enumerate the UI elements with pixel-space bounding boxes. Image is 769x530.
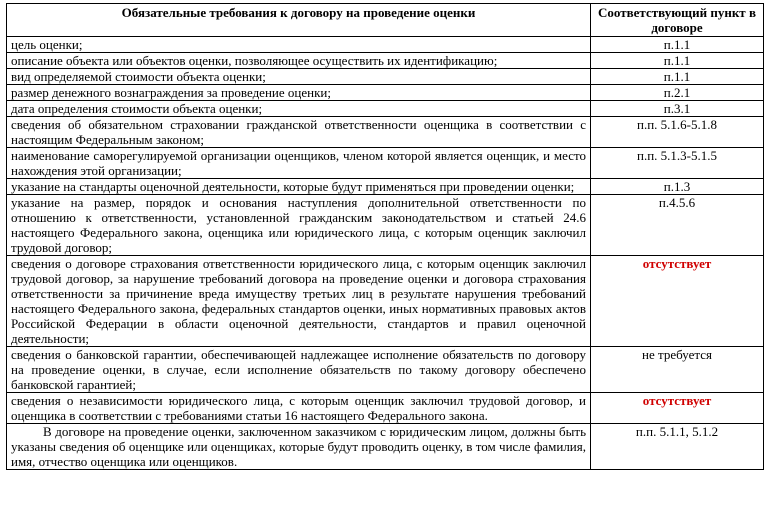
requirement-cell: дата определения стоимости объекта оценки; [7,101,591,117]
table-row [7,53,764,69]
table-row [7,179,764,195]
requirement-cell: сведения о банковской гарантии, обеспечивающей надлежащее исполнение обязательств по договору на проведение оценки, в случае, если исполнение обязательств по такому договору обеспечено банковской гарантией; [7,347,591,393]
clause-cell-missing: отсутствует [591,393,764,424]
clause-cell: п.3.1 [591,101,764,117]
requirement-cell: вид определяемой стоимости объекта оценки; [7,69,591,85]
table-row [7,148,764,179]
clause-cell: п.2.1 [591,85,764,101]
table-row [7,101,764,117]
table-row [7,195,764,256]
clause-cell: п.1.1 [591,69,764,85]
table-row [7,393,764,424]
requirement-cell: сведения о независимости юридического лица, с которым оценщик заключил трудовой договор, и оценщика в соответствии с требованиями статьи 16 настоящего Федерального закона. [7,393,591,424]
clause-cell-missing: отсутствует [591,256,764,347]
table-row [7,117,764,148]
requirement-cell: указание на размер, порядок и основания наступления дополнительной ответственности по отношению к ответственности, установленной гражданским законодательством и статьей 24.6 настоящего Федерального закона, оценщика или юридического лица, с которым оценщик заключил трудовой договор; [7,195,591,256]
table-row [7,347,764,393]
table-row [7,424,764,470]
clause-cell: п.п. 5.1.1, 5.1.2 [591,424,764,470]
table-header-row [7,4,764,37]
clause-cell: п.1.1 [591,53,764,69]
requirement-cell: размер денежного вознаграждения за проведение оценки; [7,85,591,101]
requirements-table [6,3,764,470]
header-clause: Соответствующий пункт в договоре [591,4,764,37]
requirements-table-wrapper [6,3,763,470]
clause-cell: п.п. 5.1.3-5.1.5 [591,148,764,179]
table-row [7,37,764,53]
clause-cell: п.1.3 [591,179,764,195]
table-row [7,85,764,101]
requirement-cell: указание на стандарты оценочной деятельности, которые будут применяться при проведении оценки; [7,179,591,195]
requirement-cell: цель оценки; [7,37,591,53]
table-row [7,69,764,85]
clause-cell: не требуется [591,347,764,393]
clause-cell: п.п. 5.1.6-5.1.8 [591,117,764,148]
requirement-cell: сведения об обязательном страховании гражданской ответственности оценщика в соответствии с настоящим Федеральным законом; [7,117,591,148]
table-row [7,256,764,347]
requirement-cell: В договоре на проведение оценки, заключенном заказчиком с юридическим лицом, должны быть указаны сведения об оценщике или оценщиках, которые будут проводить оценку, в том числе фамилия, имя, отчество оценщика или оценщиков. [7,424,591,470]
clause-cell: п.4.5.6 [591,195,764,256]
requirement-cell: наименование саморегулируемой организации оценщиков, членом которой является оценщик, и место нахождения этой организации; [7,148,591,179]
clause-cell: п.1.1 [591,37,764,53]
header-requirement: Обязательные требования к договору на проведение оценки [7,4,591,37]
requirement-cell: сведения о договоре страхования ответственности юридического лица, с которым оценщик заключил трудовой договор, за нарушение требований договора на проведение оценки и договора страхования ответственности за причинение вреда имуществу третьих лиц в результате нарушения требований настоящего Федерального закона, федеральных стандартов оценки, иных нормативных правовых актов Российской Федерации в области оценочной деятельности, стандартов и правил оценочной деятельности; [7,256,591,347]
requirement-cell: описание объекта или объектов оценки, позволяющее осуществить их идентификацию; [7,53,591,69]
